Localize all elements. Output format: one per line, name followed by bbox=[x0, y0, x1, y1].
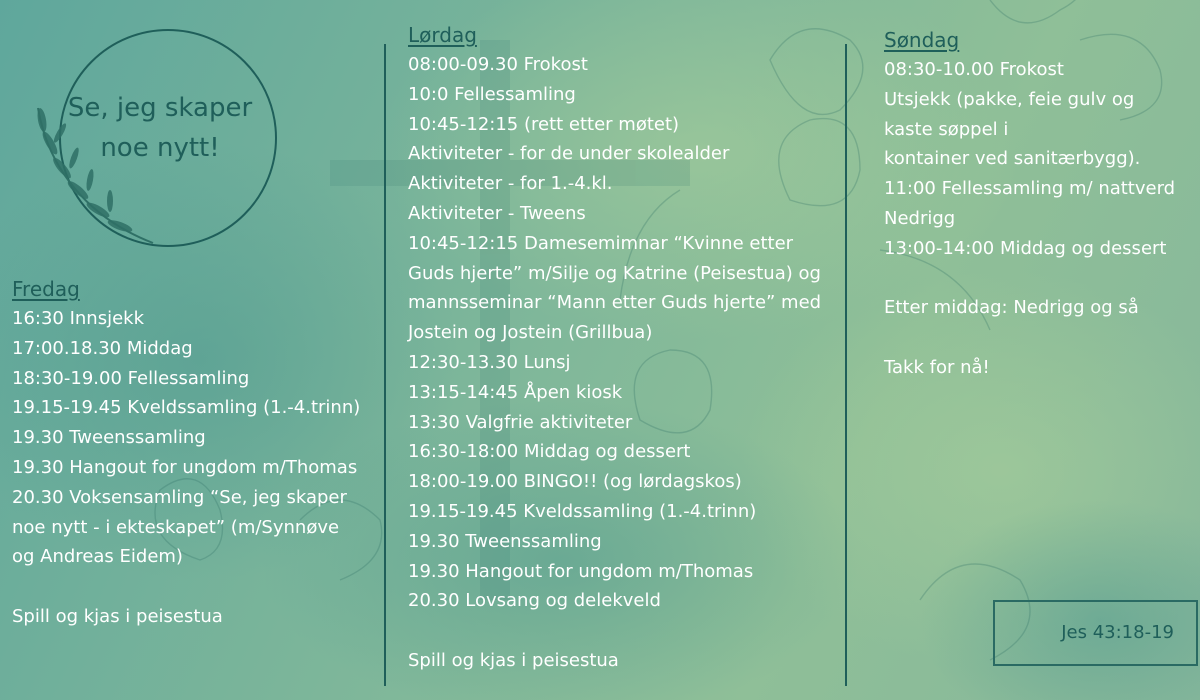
schedule-line: 10:45-12:15 Damesemimnar “Kvinne etter bbox=[408, 232, 794, 254]
logo-line-2: noe nytt! bbox=[100, 133, 220, 163]
sondag-lines bbox=[884, 55, 1184, 383]
schedule-line: 19.30 Hangout for ungdom m/Thomas bbox=[12, 456, 358, 478]
schedule-line: 18:30-19.00 Fellessamling bbox=[12, 367, 250, 389]
schedule-line: Spill og kjas i peisestua bbox=[12, 605, 223, 627]
schedule-line: Jostein og Jostein (Grillbua) bbox=[408, 322, 653, 344]
schedule-line: 10:0 Fellessamling bbox=[408, 83, 576, 105]
schedule-line: 13:30 Valgfrie aktiviteter bbox=[408, 411, 633, 433]
logo-line-1: Se, jeg skaper bbox=[67, 93, 253, 123]
schedule-line: kaste søppel i bbox=[884, 118, 1009, 140]
schedule-line: Aktiviteter - for 1.-4.kl. bbox=[408, 173, 613, 195]
schedule-line: 19.15-19.45 Kveldssamling (1.-4.trinn) bbox=[12, 397, 361, 419]
schedule-line: Guds hjerte” m/Silje og Katrine (Peisestua) og bbox=[408, 262, 821, 284]
blank-line bbox=[408, 616, 848, 646]
schedule-column-fredag bbox=[12, 274, 372, 632]
schedule-line: 20.30 Lovsang og delekveld bbox=[408, 590, 661, 612]
divider-left bbox=[384, 44, 386, 686]
schedule-line: 18:00-19.00 BINGO!! (og lørdagskos) bbox=[408, 471, 742, 493]
day-heading-sondag: Søndag bbox=[884, 28, 960, 52]
schedule-line: 12:30-13.30 Lunsj bbox=[408, 351, 571, 373]
schedule-line: noe nytt - i ekteskapet” (m/Synnøve bbox=[12, 516, 340, 538]
schedule-line: 16:30 Innsjekk bbox=[12, 308, 145, 329]
schedule-line: Takk for nå! bbox=[884, 356, 990, 378]
schedule-line: 08:00-09.30 Frokost bbox=[408, 54, 588, 75]
day-heading-lordag: Lørdag bbox=[408, 23, 477, 47]
schedule-line: Utsjekk (pakke, feie gulv og bbox=[884, 88, 1135, 110]
schedule-line: Etter middag: Nedrigg og så bbox=[884, 297, 1139, 319]
schedule-line: 17:00.18.30 Middag bbox=[12, 337, 193, 359]
schedule-line: 19.30 Tweenssamling bbox=[12, 427, 206, 449]
schedule-line: Spill og kjas i peisestua bbox=[408, 649, 619, 671]
schedule-line: mannsseminar “Mann etter Guds hjerte” med bbox=[408, 292, 822, 314]
logo-text bbox=[50, 88, 270, 168]
schedule-line: Aktiviteter - Tweens bbox=[408, 202, 586, 224]
fredag-lines bbox=[12, 304, 372, 632]
verse-reference-box bbox=[993, 600, 1198, 666]
schedule-line: 16:30-18:00 Middag og dessert bbox=[408, 441, 691, 463]
schedule-column-lordag bbox=[408, 20, 848, 676]
blank-line bbox=[12, 572, 372, 602]
schedule-line: kontainer ved sanitærbygg). bbox=[884, 148, 1141, 170]
schedule-line: 13:00-14:00 Middag og dessert bbox=[884, 237, 1167, 259]
blank-line bbox=[884, 323, 1184, 353]
schedule-line: 11:00 Fellessamling m/ nattverd bbox=[884, 178, 1176, 200]
lordag-lines bbox=[408, 50, 848, 676]
verse-reference: Jes 43:18-19 bbox=[1061, 622, 1174, 643]
schedule-line: 08:30-10.00 Frokost bbox=[884, 59, 1064, 80]
schedule-line: Nedrigg bbox=[884, 207, 956, 229]
schedule-line: 20.30 Voksensamling “Se, jeg skaper bbox=[12, 486, 347, 508]
schedule-line: 19.30 Tweenssamling bbox=[408, 530, 602, 552]
blank-line bbox=[884, 264, 1184, 294]
day-heading-fredag: Fredag bbox=[12, 277, 80, 301]
schedule-column-sondag bbox=[884, 25, 1184, 383]
schedule-line: og Andreas Eidem) bbox=[12, 546, 183, 568]
schedule-line: Aktiviteter - for de under skolealder bbox=[408, 143, 730, 165]
schedule-line: 10:45-12:15 (rett etter møtet) bbox=[408, 113, 680, 135]
schedule-line: 13:15-14:45 Åpen kiosk bbox=[408, 381, 623, 403]
schedule-line: 19.30 Hangout for ungdom m/Thomas bbox=[408, 560, 754, 582]
schedule-line: 19.15-19.45 Kveldssamling (1.-4.trinn) bbox=[408, 500, 757, 522]
